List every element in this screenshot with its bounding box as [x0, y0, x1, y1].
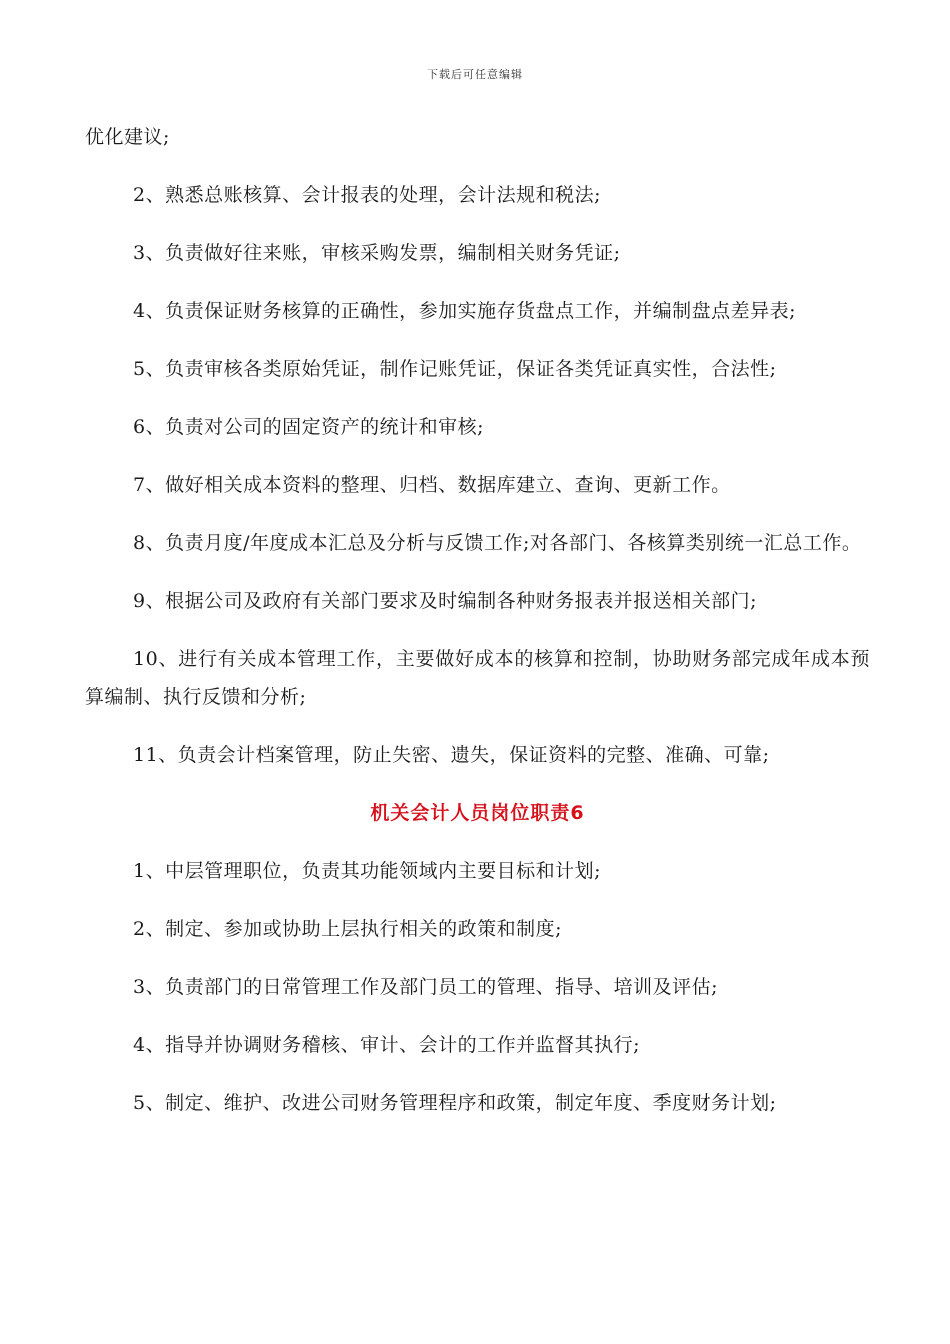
section6-item-5: 5、制定、维护、改进公司财务管理程序和政策，制定年度、季度财务计划;	[133, 1092, 777, 1114]
paragraph-item-11: 11、负责会计档案管理，防止失密、遗失，保证资料的完整、准确、可靠;	[133, 744, 770, 766]
section6-item-2: 2、制定、参加或协助上层执行相关的政策和制度;	[133, 918, 562, 940]
paragraph-item-2: 2、熟悉总账核算、会计报表的处理，会计法规和税法;	[133, 184, 601, 206]
section6-item-3: 3、负责部门的日常管理工作及部门员工的管理、指导、培训及评估;	[133, 976, 718, 998]
section-title: 机关会计人员岗位职责6	[370, 802, 585, 824]
paragraph-item-10: 10、进行有关成本管理工作，主要做好成本的核算和控制，协助财务部完成年成本预算编制、执行反馈和分析;	[85, 648, 870, 708]
section6-item-4: 4、指导并协调财务稽核、审计、会计的工作并监督其执行;	[133, 1034, 640, 1056]
section6-item-1: 1、中层管理职位，负责其功能领域内主要目标和计划;	[133, 860, 601, 882]
paragraph-item-8: 8、负责月度/年度成本汇总及分析与反馈工作;对各部门、各核算类别统一汇总工作。	[133, 532, 862, 554]
paragraph-item-4: 4、负责保证财务核算的正确性，参加实施存货盘点工作，并编制盘点差异表;	[133, 300, 796, 322]
document-body	[85, 118, 870, 1142]
paragraph-item-3: 3、负责做好往来账，审核采购发票，编制相关财务凭证;	[133, 242, 621, 264]
paragraph-item-7: 7、做好相关成本资料的整理、归档、数据库建立、查询、更新工作。	[133, 474, 731, 496]
paragraph-item-5: 5、负责审核各类原始凭证，制作记账凭证，保证各类凭证真实性，合法性;	[133, 358, 777, 380]
paragraph-item-6: 6、负责对公司的固定资产的统计和审核;	[133, 416, 484, 438]
paragraph-continuation: 优化建议;	[85, 126, 170, 148]
page-header-note: 下载后可任意编辑	[427, 68, 523, 81]
paragraph-item-9: 9、根据公司及政府有关部门要求及时编制各种财务报表并报送相关部门;	[133, 590, 757, 612]
